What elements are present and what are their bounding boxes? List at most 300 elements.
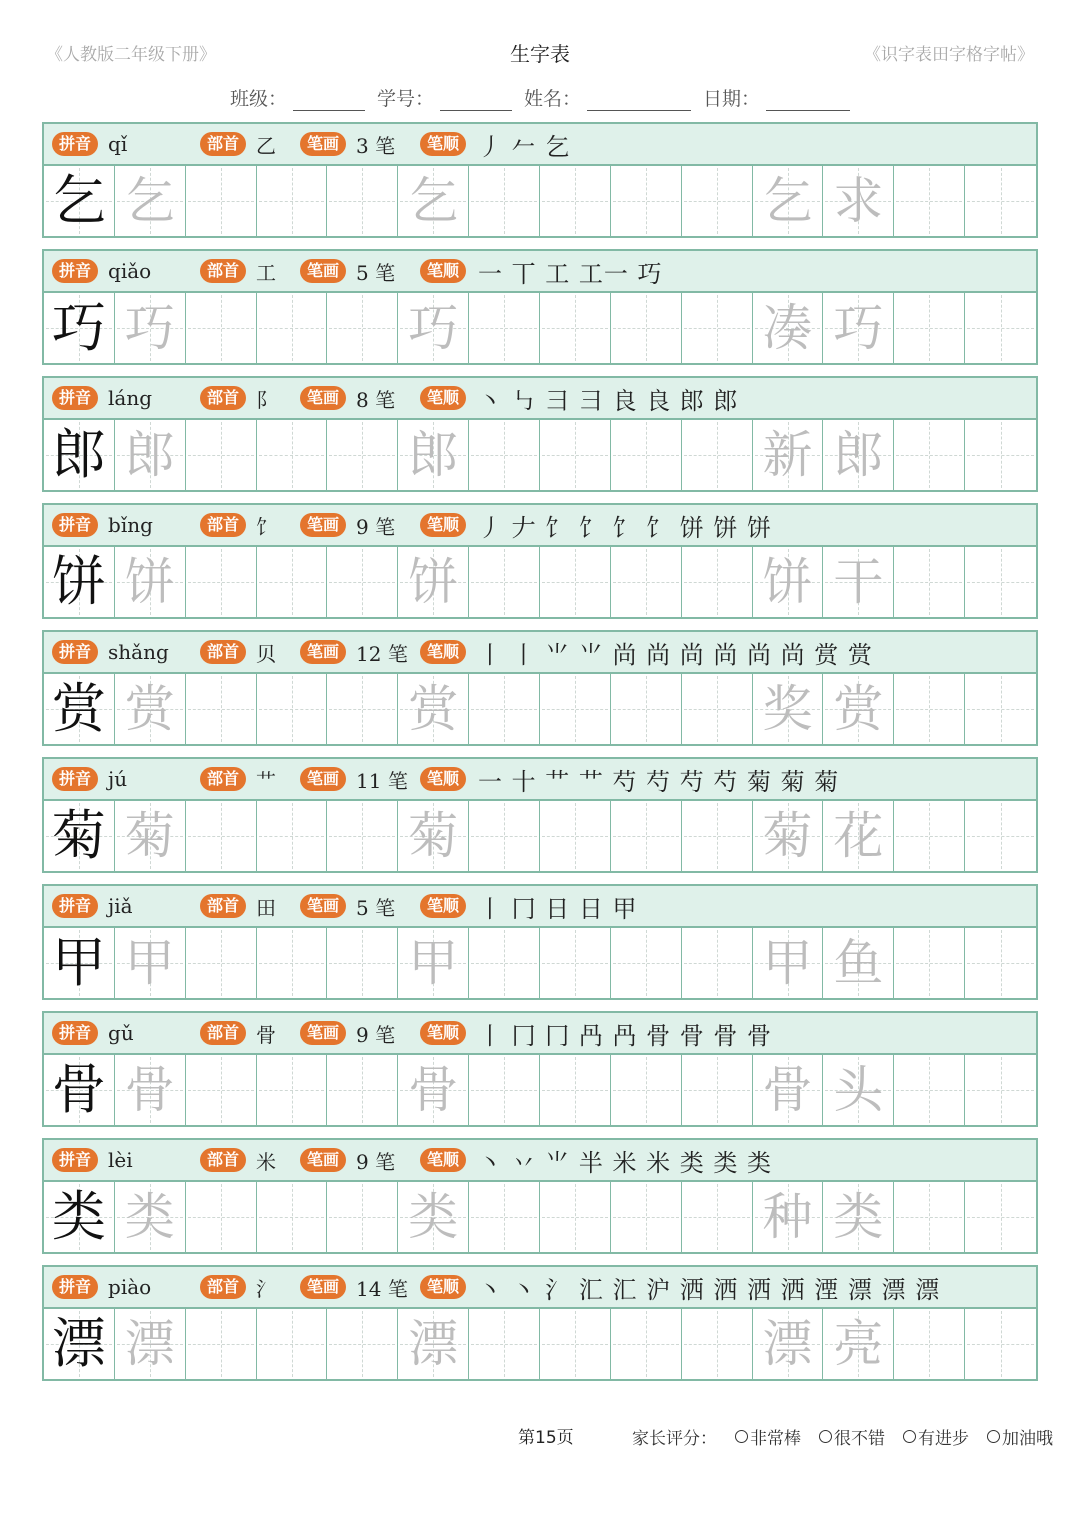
practice-cell[interactable]	[611, 801, 682, 871]
trace-character-cell[interactable]	[115, 674, 186, 744]
practice-cell[interactable]	[469, 420, 540, 490]
cell-character: 饼	[124, 553, 175, 611]
strokes-group	[300, 765, 408, 794]
strokes-group	[300, 130, 395, 159]
stroke-order-sequence: 丿 𠂇 饣 饣 饣 饣 饼 饼 饼	[478, 513, 773, 542]
practice-cell[interactable]	[611, 1055, 682, 1125]
stroke-order-group	[420, 762, 839, 797]
practice-cell[interactable]	[965, 801, 1036, 871]
pinyin-value: lèi	[108, 1148, 133, 1172]
practice-cell[interactable]	[611, 1309, 682, 1379]
name-label: 姓名：	[524, 88, 582, 110]
name-field[interactable]	[524, 84, 691, 111]
row-header	[44, 378, 1036, 420]
pinyin-badge: 拼音	[52, 767, 98, 791]
trace-character-cell[interactable]	[115, 420, 186, 490]
tianzige-grid	[44, 293, 1036, 363]
date-label: 日期：	[703, 88, 761, 110]
practice-cell[interactable]	[894, 547, 965, 617]
tianzige-grid	[44, 801, 1036, 871]
practice-cell[interactable]	[469, 801, 540, 871]
practice-cell[interactable]	[965, 674, 1036, 744]
practice-cell[interactable]	[257, 928, 328, 998]
practice-cell[interactable]	[682, 674, 753, 744]
practice-cell[interactable]	[682, 547, 753, 617]
trace-character-cell[interactable]	[398, 1309, 469, 1379]
trace-word-cell[interactable]	[823, 293, 894, 363]
practice-cell[interactable]	[186, 547, 257, 617]
cell-character: 类	[51, 1185, 106, 1248]
order-badge: 笔顺	[420, 386, 466, 410]
practice-cell[interactable]	[965, 293, 1036, 363]
practice-cell[interactable]	[965, 1182, 1036, 1252]
cell-character: 甲	[762, 934, 813, 992]
order-badge: 笔顺	[420, 132, 466, 156]
pinyin-value: jú	[108, 767, 128, 791]
tianzige-grid	[44, 1309, 1036, 1379]
practice-cell[interactable]	[186, 928, 257, 998]
tianzige-grid	[44, 1055, 1036, 1125]
practice-cell[interactable]	[965, 1309, 1036, 1379]
practice-cell[interactable]	[327, 420, 398, 490]
order-badge: 笔顺	[420, 513, 466, 537]
character-row	[42, 122, 1038, 238]
radical-value: 氵	[256, 1276, 277, 1301]
practice-cell[interactable]	[611, 674, 682, 744]
pinyin-group	[52, 132, 127, 156]
practice-cell[interactable]	[894, 674, 965, 744]
practice-cell[interactable]	[894, 801, 965, 871]
trace-character-cell[interactable]	[398, 928, 469, 998]
date-field[interactable]	[703, 84, 850, 111]
practice-cell[interactable]	[611, 547, 682, 617]
trace-character-cell[interactable]	[115, 801, 186, 871]
practice-cell[interactable]	[257, 1182, 328, 1252]
model-character-cell[interactable]	[44, 1309, 115, 1379]
strokes-badge: 笔画	[300, 640, 346, 664]
practice-cell[interactable]	[682, 1182, 753, 1252]
cell-character: 巧	[408, 299, 459, 357]
stroke-order-group	[420, 635, 873, 670]
pinyin-badge: 拼音	[52, 1021, 98, 1045]
trace-word-cell[interactable]	[753, 801, 824, 871]
practice-cell[interactable]	[894, 420, 965, 490]
trace-word-cell[interactable]	[823, 1182, 894, 1252]
student-no-field[interactable]	[377, 84, 512, 111]
cell-character: 乞	[408, 172, 459, 230]
trace-character-cell[interactable]	[115, 928, 186, 998]
radical-value: 米	[256, 1149, 277, 1174]
strokes-value: 8 笔	[356, 387, 396, 412]
cell-character: 菊	[408, 807, 459, 865]
radical-badge: 部首	[200, 1148, 246, 1172]
trace-word-cell[interactable]	[753, 674, 824, 744]
cell-character: 新	[762, 426, 813, 484]
model-character-cell[interactable]	[44, 547, 115, 617]
practice-cell[interactable]	[611, 928, 682, 998]
pinyin-group	[52, 386, 152, 410]
practice-cell[interactable]	[327, 674, 398, 744]
practice-cell[interactable]	[611, 1182, 682, 1252]
model-character-cell[interactable]	[44, 1055, 115, 1125]
cell-character: 干	[833, 553, 884, 611]
trace-word-cell[interactable]	[753, 293, 824, 363]
radical-group	[200, 765, 276, 794]
practice-cell[interactable]	[257, 801, 328, 871]
practice-cell[interactable]	[327, 1182, 398, 1252]
stroke-order-sequence: 一 丅 工 工一 巧	[478, 259, 663, 288]
trace-word-cell[interactable]	[823, 166, 894, 236]
stroke-order-group	[420, 1016, 772, 1051]
radical-badge: 部首	[200, 1275, 246, 1299]
practice-cell[interactable]	[894, 928, 965, 998]
practice-cell[interactable]	[611, 293, 682, 363]
practice-cell[interactable]	[469, 547, 540, 617]
row-header	[44, 759, 1036, 801]
model-character-cell[interactable]	[44, 1182, 115, 1252]
model-character-cell[interactable]	[44, 674, 115, 744]
practice-cell[interactable]	[611, 420, 682, 490]
practice-cell[interactable]	[682, 801, 753, 871]
practice-cell[interactable]	[327, 1309, 398, 1379]
cell-character: 凑	[762, 299, 813, 357]
strokes-badge: 笔画	[300, 767, 346, 791]
trace-character-cell[interactable]	[115, 166, 186, 236]
model-character-cell[interactable]	[44, 166, 115, 236]
stroke-order-group	[420, 127, 570, 162]
pinyin-value: shǎng	[108, 640, 169, 664]
stroke-order-group	[420, 889, 638, 924]
practice-cell[interactable]	[540, 801, 611, 871]
practice-cell[interactable]	[469, 674, 540, 744]
pinyin-group	[52, 1148, 133, 1172]
cell-character: 赏	[51, 677, 106, 740]
practice-cell[interactable]	[327, 801, 398, 871]
practice-cell[interactable]	[327, 547, 398, 617]
tianzige-grid	[44, 1182, 1036, 1252]
practice-cell[interactable]	[469, 166, 540, 236]
order-badge: 笔顺	[420, 1148, 466, 1172]
practice-cell[interactable]	[894, 166, 965, 236]
practice-cell[interactable]	[327, 293, 398, 363]
stroke-order-sequence: 丶 丶 氵 汇 汇 沪 洒 洒 洒 洒 湮 漂 漂 漂	[478, 1275, 941, 1304]
cell-character: 漂	[124, 1315, 175, 1373]
strokes-value: 11 笔	[356, 768, 408, 793]
strokes-value: 14 笔	[356, 1276, 408, 1301]
pinyin-value: qǐ	[108, 132, 128, 156]
practice-cell[interactable]	[540, 1309, 611, 1379]
cell-character: 类	[833, 1188, 884, 1246]
practice-cell[interactable]	[682, 293, 753, 363]
trace-character-cell[interactable]	[398, 420, 469, 490]
strokes-value: 5 笔	[356, 260, 396, 285]
trace-character-cell[interactable]	[398, 1182, 469, 1252]
strokes-group	[300, 1273, 408, 1302]
eval-label: 家长评分：	[632, 1429, 717, 1449]
class-field[interactable]	[230, 84, 365, 111]
strokes-value: 3 笔	[356, 133, 396, 158]
practice-cell[interactable]	[540, 674, 611, 744]
cell-character: 奖	[762, 680, 813, 738]
radical-value: 工	[256, 260, 277, 285]
practice-cell[interactable]	[186, 1182, 257, 1252]
cell-character: 花	[833, 807, 884, 865]
radical-group	[200, 257, 276, 286]
character-rows	[42, 122, 1038, 1392]
cell-character: 巧	[51, 296, 106, 359]
practice-cell[interactable]	[469, 293, 540, 363]
radical-value: 艹	[256, 768, 277, 793]
radio-circle-icon	[819, 1430, 832, 1443]
row-header	[44, 124, 1036, 166]
character-row	[42, 630, 1038, 746]
radical-value: 乙	[256, 133, 277, 158]
cell-character: 郎	[51, 423, 106, 486]
cell-character: 饼	[762, 553, 813, 611]
practice-cell[interactable]	[965, 1055, 1036, 1125]
practice-cell[interactable]	[257, 293, 328, 363]
trace-word-cell[interactable]	[753, 1309, 824, 1379]
pinyin-group	[52, 1275, 151, 1299]
radical-group	[200, 130, 276, 159]
practice-cell[interactable]	[611, 166, 682, 236]
cell-character: 饼	[408, 553, 459, 611]
practice-cell[interactable]	[682, 1055, 753, 1125]
practice-cell[interactable]	[682, 928, 753, 998]
practice-cell[interactable]	[965, 420, 1036, 490]
practice-cell[interactable]	[469, 1182, 540, 1252]
practice-cell[interactable]	[327, 166, 398, 236]
practice-cell[interactable]	[965, 547, 1036, 617]
tianzige-grid	[44, 547, 1036, 617]
stroke-order-sequence: 一 十 艹 艹 芍 芍 芍 芍 菊 菊 菊	[478, 767, 840, 796]
pinyin-value: jiǎ	[108, 894, 133, 918]
practice-cell[interactable]	[540, 1182, 611, 1252]
pinyin-group	[52, 513, 153, 537]
trace-character-cell[interactable]	[115, 1182, 186, 1252]
practice-cell[interactable]	[540, 293, 611, 363]
practice-cell[interactable]	[469, 1055, 540, 1125]
radical-badge: 部首	[200, 132, 246, 156]
cell-character: 类	[124, 1188, 175, 1246]
practice-cell[interactable]	[257, 166, 328, 236]
practice-cell[interactable]	[186, 166, 257, 236]
practice-cell[interactable]	[682, 420, 753, 490]
practice-cell[interactable]	[965, 928, 1036, 998]
eval-option-label: 有进步	[918, 1429, 969, 1449]
radical-value: 饣	[256, 514, 277, 539]
character-row	[42, 249, 1038, 365]
strokes-group	[300, 257, 395, 286]
tianzige-grid	[44, 166, 1036, 236]
practice-cell[interactable]	[894, 1309, 965, 1379]
row-header	[44, 1013, 1036, 1055]
character-row	[42, 376, 1038, 492]
strokes-value: 5 笔	[356, 895, 396, 920]
pinyin-group	[52, 259, 151, 283]
practice-cell[interactable]	[469, 928, 540, 998]
stroke-order-sequence: 丿 𠂉 乞	[478, 132, 571, 161]
row-header	[44, 632, 1036, 674]
eval-option[interactable]	[735, 1424, 801, 1449]
row-header	[44, 886, 1036, 928]
radical-badge: 部首	[200, 640, 246, 664]
pinyin-badge: 拼音	[52, 259, 98, 283]
trace-word-cell[interactable]	[753, 547, 824, 617]
practice-cell[interactable]	[682, 166, 753, 236]
pinyin-value: bǐng	[108, 513, 153, 537]
trace-word-cell[interactable]	[823, 1309, 894, 1379]
cell-character: 赏	[124, 680, 175, 738]
trace-word-cell[interactable]	[753, 1055, 824, 1125]
practice-cell[interactable]	[186, 1309, 257, 1379]
pinyin-value: qiǎo	[108, 259, 152, 283]
trace-character-cell[interactable]	[115, 1055, 186, 1125]
practice-cell[interactable]	[186, 674, 257, 744]
tianzige-grid	[44, 928, 1036, 998]
eval-option-label: 很不错	[834, 1429, 885, 1449]
practice-cell[interactable]	[894, 293, 965, 363]
radical-value: 骨	[256, 1022, 277, 1047]
trace-character-cell[interactable]	[398, 293, 469, 363]
model-character-cell[interactable]	[44, 420, 115, 490]
trace-character-cell[interactable]	[398, 801, 469, 871]
cell-character: 菊	[51, 804, 106, 867]
practice-cell[interactable]	[327, 1055, 398, 1125]
trace-character-cell[interactable]	[398, 166, 469, 236]
stroke-order-sequence: 丶 ㇉ 彐 彐 良 良 郎 郎	[478, 386, 739, 415]
cell-character: 漂	[408, 1315, 459, 1373]
practice-cell[interactable]	[469, 1309, 540, 1379]
eval-option[interactable]	[903, 1424, 969, 1449]
model-character-cell[interactable]	[44, 293, 115, 363]
cell-character: 郎	[408, 426, 459, 484]
practice-cell[interactable]	[257, 420, 328, 490]
practice-cell[interactable]	[540, 166, 611, 236]
cell-character: 骨	[762, 1061, 813, 1119]
trace-character-cell[interactable]	[398, 547, 469, 617]
radical-badge: 部首	[200, 767, 246, 791]
character-row	[42, 1138, 1038, 1254]
pinyin-badge: 拼音	[52, 1148, 98, 1172]
practice-cell[interactable]	[186, 801, 257, 871]
practice-cell[interactable]	[894, 1055, 965, 1125]
parent-evaluation	[632, 1424, 1053, 1449]
cell-character: 漂	[762, 1315, 813, 1373]
practice-cell[interactable]	[540, 1055, 611, 1125]
cell-character: 骨	[408, 1061, 459, 1119]
student-info-line	[0, 84, 1080, 111]
practice-cell[interactable]	[965, 166, 1036, 236]
model-character-cell[interactable]	[44, 928, 115, 998]
practice-cell[interactable]	[540, 547, 611, 617]
radical-group	[200, 511, 276, 540]
eval-option[interactable]	[819, 1424, 885, 1449]
pinyin-badge: 拼音	[52, 132, 98, 156]
page-title: 生字表	[510, 42, 570, 66]
strokes-value: 9 笔	[356, 514, 396, 539]
pinyin-value: gǔ	[108, 1021, 134, 1045]
radical-badge: 部首	[200, 894, 246, 918]
trace-word-cell[interactable]	[753, 928, 824, 998]
trace-word-cell[interactable]	[753, 166, 824, 236]
trace-character-cell[interactable]	[115, 547, 186, 617]
trace-character-cell[interactable]	[398, 674, 469, 744]
stroke-order-group	[420, 508, 772, 543]
eval-option[interactable]	[987, 1424, 1053, 1449]
tianzige-grid	[44, 420, 1036, 490]
trace-word-cell[interactable]	[823, 801, 894, 871]
pinyin-badge: 拼音	[52, 513, 98, 537]
practice-cell[interactable]	[682, 1309, 753, 1379]
trace-character-cell[interactable]	[115, 293, 186, 363]
pinyin-value: láng	[108, 386, 153, 410]
radical-value: 阝	[256, 387, 277, 412]
pinyin-value: piào	[108, 1275, 152, 1299]
practice-cell[interactable]	[540, 928, 611, 998]
trace-word-cell[interactable]	[753, 420, 824, 490]
strokes-badge: 笔画	[300, 132, 346, 156]
trace-word-cell[interactable]	[823, 1055, 894, 1125]
pinyin-badge: 拼音	[52, 640, 98, 664]
page-number: 第15页	[518, 1428, 574, 1448]
cell-character: 亮	[833, 1315, 884, 1373]
cell-character: 赏	[833, 680, 884, 738]
strokes-group	[300, 892, 395, 921]
stroke-order-group	[420, 1270, 940, 1305]
radical-group	[200, 638, 276, 667]
cell-character: 巧	[124, 299, 175, 357]
model-character-cell[interactable]	[44, 801, 115, 871]
strokes-badge: 笔画	[300, 386, 346, 410]
practice-cell[interactable]	[186, 1055, 257, 1125]
practice-cell[interactable]	[186, 293, 257, 363]
trace-word-cell[interactable]	[823, 928, 894, 998]
cell-character: 骨	[51, 1058, 106, 1121]
practice-cell[interactable]	[257, 1055, 328, 1125]
practice-cell[interactable]	[257, 674, 328, 744]
trace-word-cell[interactable]	[823, 547, 894, 617]
radical-group	[200, 892, 276, 921]
order-badge: 笔顺	[420, 767, 466, 791]
row-header	[44, 1267, 1036, 1309]
strokes-value: 9 笔	[356, 1022, 396, 1047]
practice-cell[interactable]	[257, 547, 328, 617]
strokes-badge: 笔画	[300, 1148, 346, 1172]
class-label: 班级：	[229, 88, 287, 110]
cell-character: 菊	[762, 807, 813, 865]
practice-cell[interactable]	[257, 1309, 328, 1379]
pinyin-badge: 拼音	[52, 1275, 98, 1299]
strokes-badge: 笔画	[300, 259, 346, 283]
practice-cell[interactable]	[894, 1182, 965, 1252]
trace-character-cell[interactable]	[398, 1055, 469, 1125]
trace-word-cell[interactable]	[823, 674, 894, 744]
trace-word-cell[interactable]	[823, 420, 894, 490]
practice-cell[interactable]	[327, 928, 398, 998]
tianzige-grid	[44, 674, 1036, 744]
practice-cell[interactable]	[540, 420, 611, 490]
trace-character-cell[interactable]	[115, 1309, 186, 1379]
radical-group	[200, 1019, 276, 1048]
radical-badge: 部首	[200, 386, 246, 410]
cell-character: 饼	[51, 550, 106, 613]
strokes-value: 9 笔	[356, 1149, 396, 1174]
stroke-order-sequence: 丶 丷 ⺌ 半 米 米 类 类 类	[478, 1148, 773, 1177]
strokes-badge: 笔画	[300, 1021, 346, 1045]
trace-word-cell[interactable]	[753, 1182, 824, 1252]
practice-cell[interactable]	[186, 420, 257, 490]
